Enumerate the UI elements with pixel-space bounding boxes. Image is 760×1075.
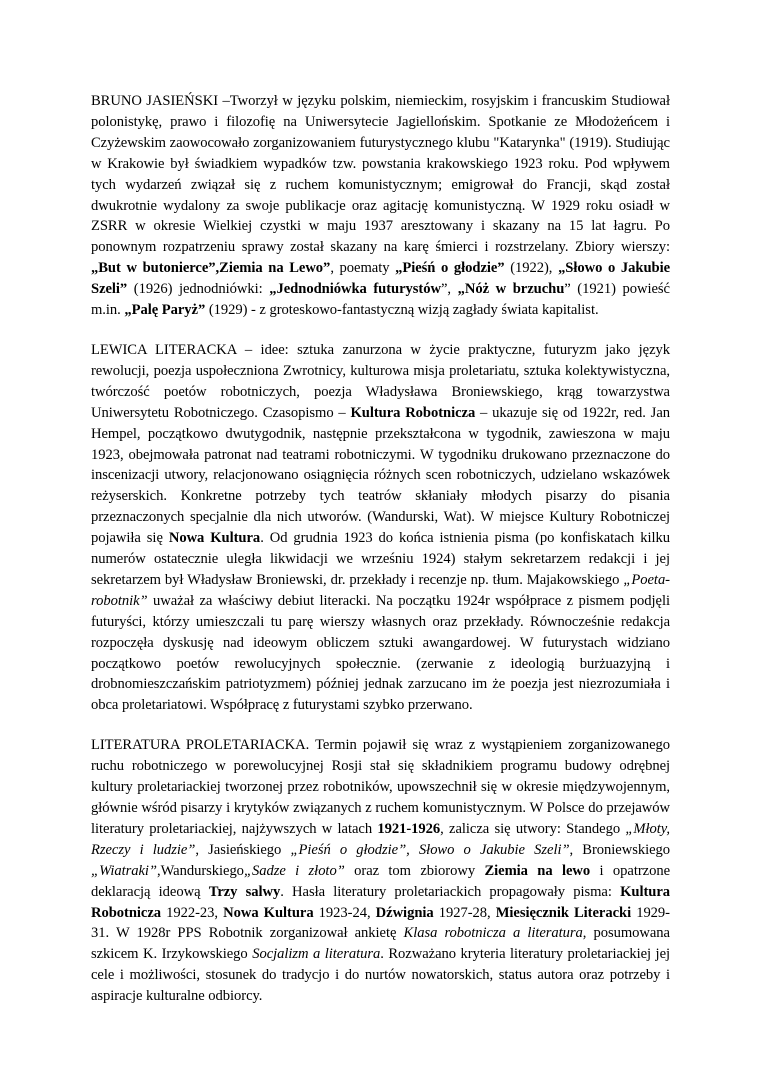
paragraph-lewica-literacka xyxy=(91,340,670,716)
text-run: 1923-24, xyxy=(313,904,376,921)
text-run: – ukazuje się od 1922r, red. Jan Hempel, początkowo dwutygodnik, następnie przekształcona w tygodnik, zawieszona w maju 1923, obejmowała patronat nad teatrami robotniczymi. W tygodniku drukowano przeznaczone do inscenizacji utwory, relacjonowano osiągnięcia różnych scen robotniczych, udzielano wskazówek reżyserskich. Konkretne potrzeby tych teatrów skłaniały młodych pisarzy do pisania przeznaczonych specjalnie dla nich utworów. (Wandurski, Wat). W miejsce Kultury Robotniczej pojawiła się xyxy=(91,404,670,547)
italic-text-run: „Młoty, Rzeczy i ludzie” xyxy=(91,820,671,858)
text-run: . Hasła literatury proletariackich propagowały pisma: xyxy=(280,883,621,900)
text-run: , zalicza się utwory: Standego xyxy=(440,820,626,837)
italic-text-run: „Wiatraki” xyxy=(91,862,157,879)
text-run: uważał za właściwy debiut literacki. Na początku 1924r współprace z pismem podjęli futuryści, którzy umieszczali tu parę wierszy własnych oraz przekłady. Równocześnie redakcja rozpoczęła dyskusję nad ideowym obliczem sztuki awangardowej. W futurystach widziano początkowo poetów rewolucyjnych społecznie. (zerwanie z ideologią burżuazyjną i drobnomieszczańskim patriotyzmem) później jednak zarzucano im że poezja jest niezrozumiała i obca proletariatowi. Współpracę z futurystami szybko przerwano. xyxy=(91,592,670,714)
text-run: (1929) - z groteskowo-fantastyczną wizją zagłady świata kapitalist. xyxy=(205,302,599,319)
bold-text-run: „Palę Paryż” xyxy=(124,302,206,319)
document-body xyxy=(91,91,670,1026)
text-run: , posumowana szkicem K. Irzykowskiego xyxy=(91,925,670,963)
bold-text-run: Kultura Robotnicza xyxy=(91,883,671,921)
bold-text-run: Nowa Kultura xyxy=(223,904,314,921)
italic-text-run: Klasa robotnicza a literatura xyxy=(403,925,583,942)
text-run: . Od grudnia 1923 do końca istnienia pisma (po konfiskatach kilku numerów ostatecznie uległa likwidacji we wrześniu 1924) stałym sekretarzem redakcji i jej sekretarzem był Władysław Broniewski, dr. przekłady i recenzje np. tłum. Majakowskiego xyxy=(91,530,670,588)
italic-text-run: „Sadze i złoto” xyxy=(243,862,345,879)
text-run: oraz tom zbiorowy xyxy=(344,862,485,879)
italic-text-run: „Poeta-robotnik” xyxy=(91,571,670,609)
text-run: LITERATURA PROLETARIACKA. Termin pojawił się wraz z wystąpieniem zorganizowanego ruchu robotniczego w porewolucyjnej Rosji stał się składnikiem programu budowy odrębnej kultury proletariackiej tworzonej przez robotników, upowszechnił się w okresie międzywojennym, głównie wśród pisarzy i krytyków związanych z ruchem komunistycznym. W Polsce do przejawów literatury proletariackiej, najżywszych w latach xyxy=(91,737,670,837)
bold-text-run: „But w butonierce”,Ziemia na Lewo” xyxy=(91,260,331,277)
text-run: LEWICA LITERACKA – idee: sztuka zanurzona w życie praktyczne, futuryzm jako język rewolucji, poezja uspołeczniona Zwrotnicy, kulturowa misja proletariatu, sztuka kolektywistyczna, twórczość poetów robotniczych, poezja Władysława Broniewskiego, krąg towarzystwa Uniwersytetu Robotniczego. Czasopismo – xyxy=(91,341,670,421)
text-run: BRUNO JASIEŃSKI –Tworzył w języku polskim, niemieckim, rosyjskim i francuskim Studiował polonistykę, prawo i filozofię na Uniwersytecie Jagiellońskim. Spotkanie ze Młodożeńcem i Czyżewskim zaowocowało zorganizowaniem futurystycznego klubu "Katarynka" (1919). Studiując w Krakowie był świadkiem wypadków tzw. powstania krakowskiego 1923 roku. Pod wpływem tych wydarzeń związał się z ruchem komunistycznym; emigrował do Francji, skąd został dwukrotnie wydalony za swoje publikacje oraz agitację komunistyczną. W 1929 roku osiadł w ZSRR w okresie Wielkiej czystki w maju 1937 aresztowany i skazany na 15 lat łagru. Po ponownym rozpatrzeniu sprawy został skazany na karę śmierci i rozstrzelany. Zbiory wierszy: xyxy=(91,93,670,256)
bold-text-run: Kultura Robotnicza xyxy=(350,404,476,421)
text-run: , Jasieńskiego xyxy=(195,841,291,858)
text-run: (1922), xyxy=(504,260,559,277)
bold-text-run: Trzy salwy xyxy=(208,883,281,900)
text-run: ” (1921) powieść m.in. xyxy=(91,281,670,319)
text-run: ,Wandurskiego xyxy=(157,862,244,879)
text-run: 1929-31. W 1928r PPS Robotnik zorganizował ankietę xyxy=(91,904,670,942)
text-run: i opatrzone deklaracją ideową xyxy=(91,862,671,900)
bold-text-run: „Słowo o Jakubie Szeli” xyxy=(91,260,671,298)
bold-text-run: Miesięcznik Literacki xyxy=(495,904,632,921)
bold-text-run: Ziemia na lewo xyxy=(484,862,591,879)
text-run: (1926) jednodniówki: xyxy=(127,281,270,298)
bold-text-run: „Nóż w brzuchu xyxy=(457,281,565,298)
bold-text-run: „Pieśń o głodzie” xyxy=(395,260,505,277)
paragraph-jasienski xyxy=(91,91,670,321)
bold-text-run: 1921-1926 xyxy=(377,820,441,837)
italic-text-run: „Pieśń o głodzie”, Słowo o Jakubie Szeli” xyxy=(290,841,570,858)
text-run: , poematy xyxy=(330,260,396,277)
paragraph-literatura-proletariacka xyxy=(91,735,670,1007)
text-run: , Broniewskiego xyxy=(569,841,671,858)
text-run: . Rozważano kryteria literatury proletariackiej jej cele i możliwości, stosunek do tradycjo i do nurtów nowatorskich, status autora oraz potrzeby i aspiracje kulturalne odbiorcy. xyxy=(91,946,670,1005)
text-run: 1922-23, xyxy=(161,904,224,921)
text-run: 1927-28, xyxy=(433,904,496,921)
italic-text-run: Socjalizm a literatura xyxy=(252,946,381,963)
bold-text-run: „Jednodniówka futurystów xyxy=(269,281,441,298)
text-run: ”, xyxy=(440,281,458,298)
bold-text-run: Nowa Kultura xyxy=(168,530,261,547)
bold-text-run: Dźwignia xyxy=(375,904,434,921)
